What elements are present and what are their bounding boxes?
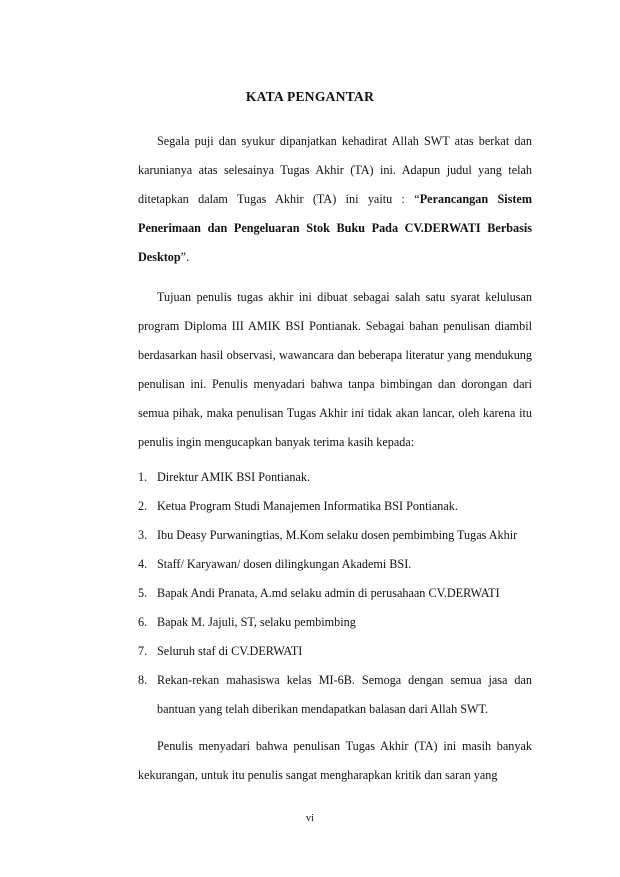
thanks-list [138, 463, 532, 724]
intro-text: Segala puji dan syukur dipanjatkan kehadirat Allah SWT atas berkat dan karunianya atas selesainya Tugas Akhir (TA) ini. Adapun judul yang telah ditetapkan dalam Tugas Akhir (TA) ini yaitu : “ [138, 134, 532, 206]
list-item [138, 666, 532, 724]
list-number: 4. [138, 557, 148, 571]
list-item [138, 550, 532, 579]
purpose-paragraph: Tujuan penulis tugas akhir ini dibuat sebagai salah satu syarat kelulusan program Diploma III AMIK BSI Pontianak. Sebagai bahan penulisan diambil berdasarkan hasil observasi, wawancara dan beberapa literatur yang mendukung penulisan ini. Penulis menyadari bahwa tanpa bimbingan dan dorongan dari semua pihak, maka penulisan Tugas Akhir ini tidak akan lancar, oleh karena itu penulis ingin mengucapkan banyak terima kasih kepada: [138, 290, 532, 449]
list-text: Ketua Program Studi Manajemen Informatika BSI Pontianak. [157, 499, 458, 513]
list-item [138, 579, 532, 608]
list-text: Seluruh staf di CV.DERWATI [157, 644, 303, 658]
page-number: vi [305, 813, 315, 824]
closing-paragraph: Penulis menyadari bahwa penulisan Tugas Akhir (TA) ini masih banyak kekurangan, untuk itu penulis sangat mengharapkan kritik dan saran yang [138, 739, 532, 782]
list-number: 2. [138, 499, 148, 513]
list-item [138, 492, 532, 521]
intro-paragraph [138, 127, 532, 272]
list-item [138, 521, 532, 550]
list-number: 5. [138, 586, 148, 600]
list-item [138, 463, 532, 492]
intro-text-end: ”. [180, 250, 190, 264]
list-item [138, 637, 532, 666]
page-title: KATA PENGANTAR [245, 89, 375, 104]
list-number: 6. [138, 615, 148, 629]
list-text: Bapak Andi Pranata, A.md selaku admin di perusahaan CV.DERWATI [157, 586, 500, 600]
list-number: 7. [138, 644, 148, 658]
list-number: 3. [138, 528, 148, 542]
list-text: Ibu Deasy Purwaningtias, M.Kom selaku dosen pembimbing Tugas Akhir [157, 528, 518, 542]
list-item [138, 608, 532, 637]
list-text: Bapak M. Jajuli, ST, selaku pembimbing [157, 615, 356, 629]
thesis-title: Perancangan Sistem Penerimaan dan Pengeluaran Stok Buku Pada CV.DERWATI Berbasis Desktop [138, 192, 532, 264]
list-number: 1. [138, 470, 148, 484]
list-text: Staff/ Karyawan/ dosen dilingkungan Akademi BSI. [157, 557, 412, 571]
list-number: 8. [138, 673, 148, 687]
list-text: Direktur AMIK BSI Pontianak. [157, 470, 311, 484]
list-text: Rekan-rekan mahasiswa kelas MI-6B. Semoga dengan semua jasa dan bantuan yang telah diberikan mendapatkan balasan dari Allah SWT. [157, 673, 532, 716]
